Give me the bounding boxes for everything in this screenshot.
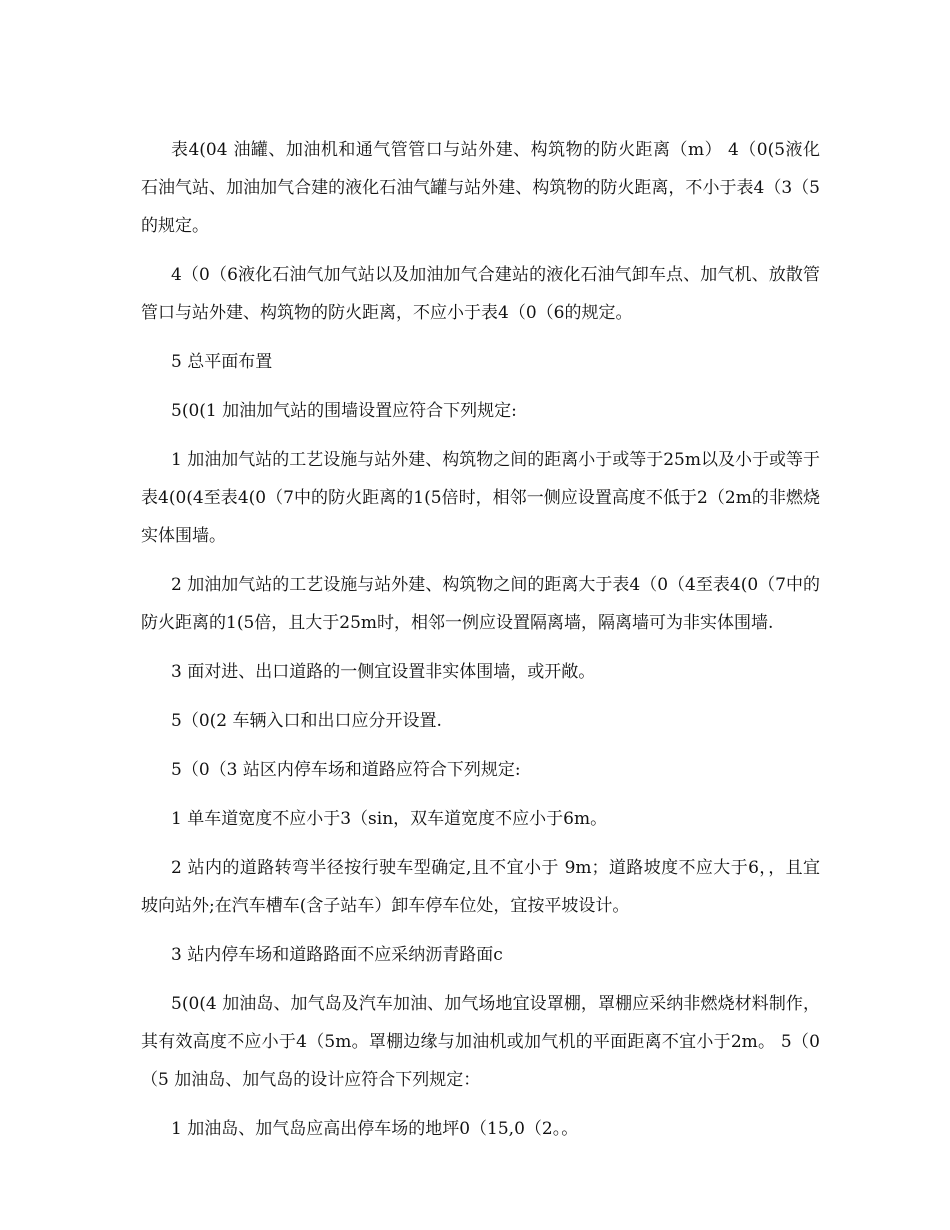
paragraph-5-0-1-item-1: 1 加油加气站的工艺设施与站外建、构筑物之间的距离小于或等于25m以及小于或等于表4(0(4至表4(0（7中的防火距离的1(5倍时，相邻一侧应设置高度不低于2（2m的非燃烧实体围墙。 (141, 450, 820, 546)
paragraph-5-0-3: 5（0（3 站区内停车场和道路应符合下列规定: (171, 760, 521, 780)
section-heading-general-layout: 5 总平面布置 (171, 352, 273, 372)
paragraph-5-0-3-item-1: 1 单车道宽度不应小于3（sin，双车道宽度不应小于6m。 (171, 809, 608, 829)
paragraph-5-0-2: 5（0(2 车辆入口和出口应分开设置. (171, 711, 442, 731)
paragraph-5-0-4-and-5-0-5: 5(0(4 加油岛、加气岛及汽车加油、加气场地宜设罩棚，罩棚应采纳非燃烧材料制作，其有效高度不应小于4（5m。罩棚边缘与加油机或加气机的平面距离不宜小于2m。 5（0（5 加油岛、加气岛的设计应符合下列规定： (141, 994, 820, 1090)
paragraph-fire-distance-lpg-tank: 表4(04 油罐、加油机和通气管管口与站外建、构筑物的防火距离（m） 4（0(5液化石油气站、加油加气合建的液化石油气罐与站外建、构筑物的防火距离，不小于表4（3（5的规定。 (141, 140, 820, 236)
paragraph-lpg-unloading-distance: 4（0（6液化石油气加气站以及加油加气合建站的液化石油气卸车点、加气机、放散管管口与站外建、构筑物的防火距离，不应小于表4（0（6的规定。 (141, 265, 820, 323)
paragraph-5-0-3-item-3: 3 站内停车场和道路路面不应采纳沥青路面c (171, 945, 503, 965)
paragraph-5-0-1-item-2: 2 加油加气站的工艺设施与站外建、构筑物之间的距离大于表4（0（4至表4(0（7中的防火距离的1(5倍，且大于25m时，相邻一例应设置隔离墙，隔离墙可为非实体围墙. (141, 575, 820, 633)
paragraph-5-0-1: 5(0(1 加油加气站的围墙设置应符合下列规定: (171, 401, 517, 421)
paragraph-5-0-5-item-1: 1 加油岛、加气岛应高出停车场的地坪0（15,0（2。。 (171, 1119, 579, 1139)
paragraph-5-0-3-item-2: 2 站内的道路转弯半径按行驶车型确定,且不宜小于 9m；道路坡度不应大于6，，且宜坡向站外;在汽车槽车(含子站车）卸车停车位处，宜按平坡设计。 (141, 858, 820, 916)
paragraph-5-0-1-item-3: 3 面对进、出口道路的一侧宜设置非实体围墙，或开敞。 (171, 662, 596, 682)
